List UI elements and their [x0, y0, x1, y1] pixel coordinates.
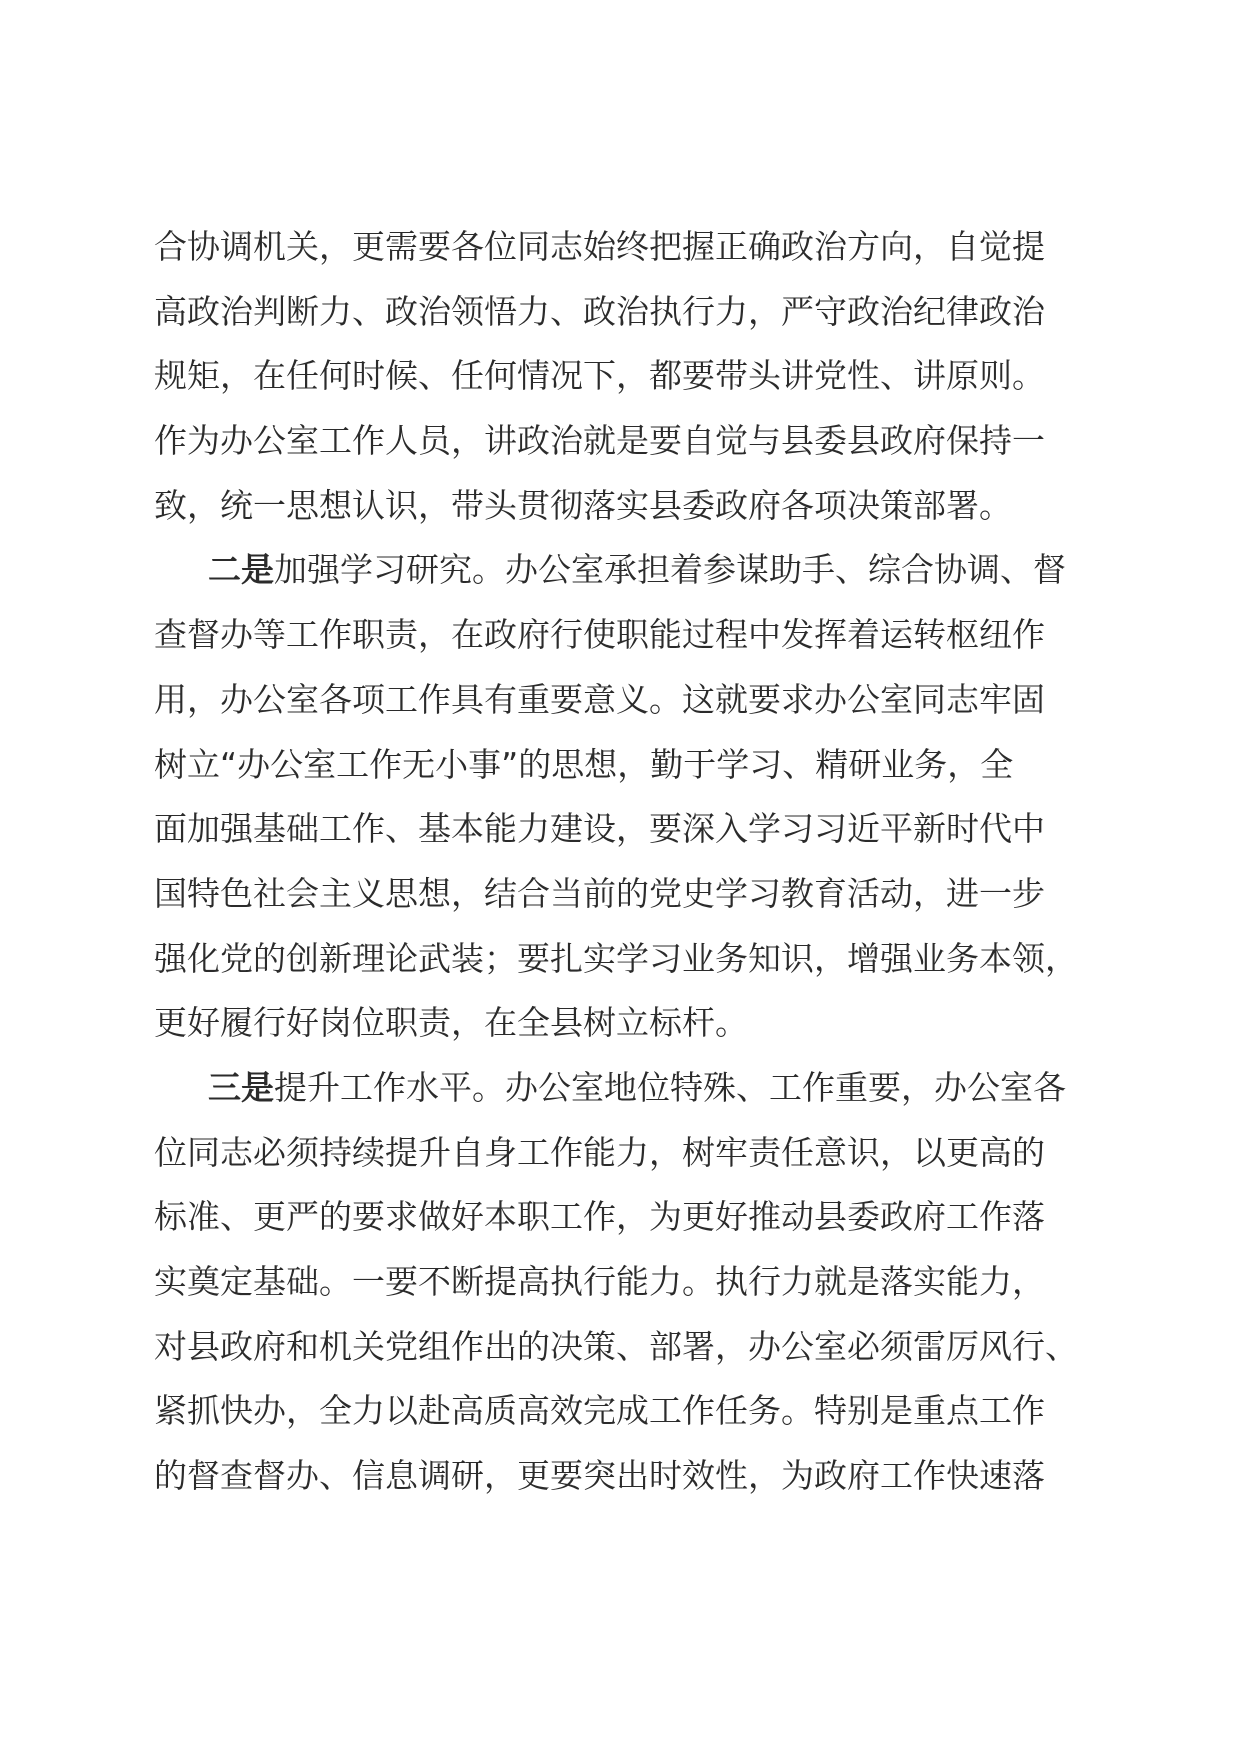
- text-line: 查督办等工作职责，在政府行使职能过程中发挥着运转枢纽作: [154, 615, 1045, 655]
- text-line: 紧抓快办，全力以赴高质高效完成工作任务。特别是重点工作: [154, 1391, 1045, 1431]
- paragraph-lead-label: 二是: [208, 550, 274, 590]
- text-line: 高政治判断力、政治领悟力、政治执行力，严守政治纪律政治: [154, 291, 1045, 331]
- text-line-first: [154, 1056, 1094, 1121]
- paragraph-political-direction: [154, 215, 1094, 538]
- text-line: 致，统一思想认识，带头贯彻落实县委政府各项决策部署。: [154, 485, 1012, 525]
- text-line: 规矩，在任何时候、任何情况下，都要带头讲党性、讲原则。: [154, 356, 1045, 396]
- document-body: [154, 215, 1094, 1509]
- text-line: 国特色社会主义思想，结合当前的党史学习教育活动，进一步: [154, 873, 1045, 913]
- paragraph-study-research: [154, 538, 1094, 1056]
- text-line: 树立“办公室工作无小事”的思想，勤于学习、精研业务，全: [154, 744, 1014, 784]
- text-line: 标准、更严的要求做好本职工作，为更好推动县委政府工作落: [154, 1197, 1045, 1237]
- text-line: 的督查督办、信息调研，更要突出时效性，为政府工作快速落: [154, 1456, 1045, 1496]
- text-line: 更好履行好岗位职责，在全县树立标杆。: [154, 1003, 748, 1043]
- text-line: 合协调机关，更需要各位同志始终把握正确政治方向，自觉提: [154, 227, 1045, 266]
- text-line: 作为办公室工作人员，讲政治就是要自觉与县委县政府保持一: [154, 421, 1045, 461]
- paragraph-work-level: [154, 1056, 1094, 1509]
- text-line: 对县政府和机关党组作出的决策、部署，办公室必须雷厉风行、: [154, 1326, 1078, 1366]
- paragraph-lead-label: 三是: [208, 1067, 274, 1107]
- text-line-first: [154, 538, 1094, 603]
- text-line: 强化党的创新理论武装；要扎实学习业务知识，增强业务本领，: [154, 938, 1078, 978]
- text-line: 用，办公室各项工作具有重要意义。这就要求办公室同志牢固: [154, 679, 1045, 719]
- text-line: 面加强基础工作、基本能力建设，要深入学习习近平新时代中: [154, 809, 1045, 849]
- text-line-rest: 提升工作水平。办公室地位特殊、工作重要，办公室各: [274, 1067, 1066, 1107]
- text-line: 实奠定基础。一要不断提高执行能力。执行力就是落实能力，: [154, 1262, 1045, 1301]
- text-line: 位同志必须持续提升自身工作能力，树牢责任意识，以更高的: [154, 1132, 1045, 1172]
- text-line-rest: 加强学习研究。办公室承担着参谋助手、综合协调、督: [274, 550, 1066, 590]
